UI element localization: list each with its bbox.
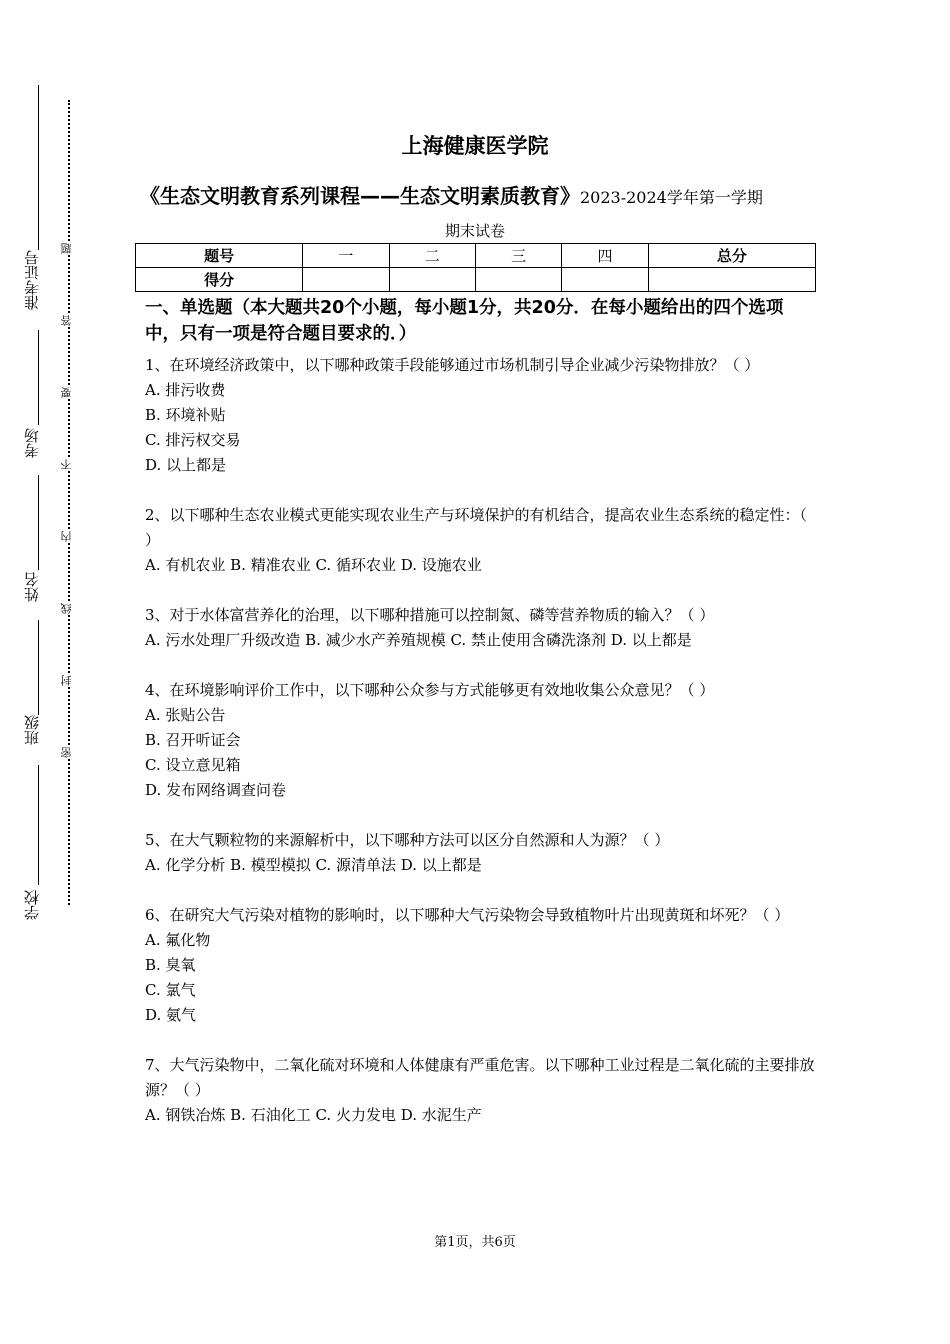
question-option: B. 臭氧	[145, 956, 196, 974]
question-stem: 3、对于水体富营养化的治理，以下哪种措施可以控制氮、磷等营养物质的输入？（ ）	[145, 606, 715, 624]
score-input-cell[interactable]	[475, 268, 561, 292]
term-label: 2023-2024学年第一学期	[580, 188, 763, 207]
question-option: A. 氟化物	[145, 931, 211, 949]
course-title	[140, 180, 840, 209]
binding-margin-fields	[22, 80, 42, 930]
question-stem: 5、在大气颗粒物的来源解析中，以下哪种方法可以区分自然源和人为源？（ ）	[145, 831, 670, 849]
question-option: C. 设立意见箱	[145, 756, 241, 774]
question	[145, 678, 817, 803]
seal-char: 要	[60, 387, 76, 398]
school-underline	[38, 765, 39, 885]
class-field	[22, 715, 42, 745]
question	[145, 353, 817, 478]
exam-room-field	[22, 428, 42, 458]
question	[145, 903, 817, 1028]
score-table-cell: 二	[389, 244, 475, 268]
school-field	[22, 890, 42, 920]
score-row-label: 得分	[136, 268, 303, 292]
seal-char: 题	[60, 243, 76, 254]
name-label: 姓名	[23, 572, 41, 602]
question-option: D. 氨气	[145, 1006, 197, 1024]
score-table-cell: 三	[475, 244, 561, 268]
score-input-cell[interactable]	[648, 268, 815, 292]
course-name: 《生态文明教育系列课程——生态文明素质教育》	[140, 184, 580, 208]
score-table-header-row	[136, 244, 816, 268]
seal-char: 密	[60, 747, 76, 758]
question-option: C. 氯气	[145, 981, 196, 999]
seal-char: 封	[60, 675, 76, 686]
section-title: 一、单选题（本大题共20个小题，每小题1分，共20分．在每小题给出的四个选项中，只有一项是符合题目要求的．）	[145, 298, 784, 344]
question-option: D. 以上都是	[145, 456, 227, 474]
school-title: 上海健康医学院	[401, 134, 549, 158]
score-table-cell: 总分	[648, 244, 815, 268]
seal-char: 不	[60, 459, 76, 470]
score-table	[135, 243, 816, 292]
question-option: C. 排污权交易	[145, 431, 241, 449]
question-stem: 6、在研究大气污染对植物的影响时，以下哪种大气污染物会导致植物叶片出现黄斑和坏死？（ ）	[145, 906, 790, 924]
question	[145, 1053, 817, 1128]
class-underline	[38, 620, 39, 715]
question	[145, 603, 817, 653]
class-label: 班级	[23, 715, 41, 745]
name-field	[22, 572, 42, 602]
question-stem: 7、大气污染物中，二氧化硫对环境和人体健康有严重危害。以下哪种工业过程是二氧化硫的主要排放源？（ ）	[145, 1056, 815, 1099]
seal-char: 内	[60, 531, 76, 542]
question-option: B. 环境补贴	[145, 406, 226, 424]
page-number: 第1页，共6页	[434, 1235, 516, 1250]
question-option: A. 张贴公告	[145, 706, 226, 724]
question-options-inline: A. 有机农业 B. 精准农业 C. 循环农业 D. 设施农业	[145, 556, 482, 574]
question-options-inline: A. 钢铁冶炼 B. 石油化工 C. 火力发电 D. 水泥生产	[145, 1106, 482, 1124]
score-input-cell[interactable]	[389, 268, 475, 292]
score-input-cell[interactable]	[303, 268, 389, 292]
score-table-score-row	[136, 268, 816, 292]
question-stem: 4、在环境影响评价工作中，以下哪种公众参与方式能够更有效地收集公众意见？（ ）	[145, 681, 715, 699]
score-table-cell: 题号	[136, 244, 303, 268]
exam-room-label: 考场	[23, 428, 41, 458]
seal-char: 答	[60, 315, 76, 326]
question-stem: 2、以下哪种生态农业模式更能实现农业生产与环境保护的有机结合，提高农业生态系统的稳定性：（ ）	[145, 506, 808, 549]
question-option: B. 召开听证会	[145, 731, 241, 749]
question-option: A. 排污收费	[145, 381, 226, 399]
exam-id-label: 准考证号	[23, 250, 41, 310]
score-table-cell: 四	[562, 244, 648, 268]
exam-id-field	[22, 250, 42, 310]
score-input-cell[interactable]	[562, 268, 648, 292]
question-options-inline: A. 化学分析 B. 模型模拟 C. 源清单法 D. 以上都是	[145, 856, 482, 874]
question	[145, 503, 817, 578]
school-label: 学校	[23, 890, 41, 920]
question-stem: 1、在环境经济政策中，以下哪种政策手段能够通过市场机制引导企业减少污染物排放？（ ）	[145, 356, 760, 374]
exam-room-underline	[38, 330, 39, 425]
question-options-inline: A. 污水处理厂升级改造 B. 减少水产养殖规模 C. 禁止使用含磷洗涤剂 D. 以上都是	[145, 631, 692, 649]
question-option: D. 发布网络调查问卷	[145, 781, 287, 799]
exam-type: 期末试卷	[444, 222, 505, 240]
seal-char: 线	[60, 603, 76, 614]
score-table-cell: 一	[303, 244, 389, 268]
name-underline	[38, 475, 39, 570]
question	[145, 828, 817, 878]
exam-content	[145, 295, 817, 1153]
